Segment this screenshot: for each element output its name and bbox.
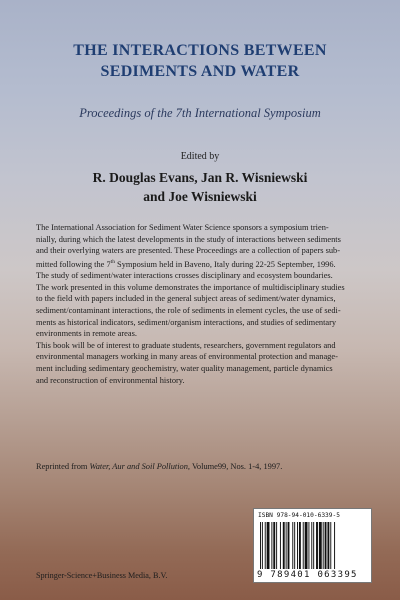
reprint-prefix: Reprinted from [36, 462, 90, 471]
body-line: The work presented in this volume demonstrates the importance of multidisciplinary studies [36, 282, 345, 292]
reprint-suffix: Volume99, Nos. 1-4, 1997. [190, 462, 283, 471]
body-line: nially, during which the latest developments in the study of interactions between sediments [36, 234, 341, 244]
editors [0, 168, 400, 206]
barcode-bars [260, 522, 364, 569]
edited-by-label: Edited by [180, 151, 220, 162]
body-line [36, 257, 358, 270]
body-line: The International Association for Sediment Water Science sponsors a symposium trien- [36, 223, 329, 232]
isbn-barcode [253, 508, 372, 583]
superscript: th [110, 258, 115, 265]
body-line: and reconstruction of environmental history. [36, 375, 185, 385]
isbn-text: ISBN 978-94-010-6339-5 [258, 512, 340, 519]
description [36, 222, 358, 386]
body-line: environmental managers working in many areas of environmental protection and manage- [36, 352, 338, 362]
title-line-1: THE INTERACTIONS BETWEEN [73, 42, 327, 59]
barcode-digits: 9 789401 063395 [257, 570, 358, 580]
body-line: ment including sedimentary geochemistry, water quality management, particle dynamics [36, 363, 333, 373]
body-line: sediment/contaminant interactions, the role of sediments in element cycles, the use of sedi- [36, 305, 341, 315]
body-line: This book will be of interest to graduate students, researchers, government regulators and [36, 340, 336, 350]
body-line: and their overlying waters are presented. These Proceedings are a collection of papers sub- [36, 246, 341, 256]
body-text: mitted following the 7 [36, 259, 111, 269]
editors-line-2: and Joe Wisniewski [143, 189, 257, 204]
editors-line-1: R. Douglas Evans, Jan R. Wisniewski [92, 170, 308, 185]
subtitle: Proceedings of the 7th International Symposium [79, 106, 321, 120]
book-title [0, 40, 400, 82]
body-line: environments in remote areas. [36, 329, 137, 339]
body-line: The study of sediment/water interactions crosses disciplinary and ecosystem boundaries. [36, 271, 333, 281]
title-line-2: SEDIMENTS AND WATER [100, 63, 300, 80]
reprint-note [36, 462, 282, 471]
publisher: Springer-Science+Business Media, B.V. [36, 571, 168, 580]
body-line: ments as historical indicators, sediment/organism interactions, and studies of sedimentary [36, 317, 337, 327]
body-text: Symposium held in Baveno, Italy during 22-25 September, 1996. [114, 259, 336, 269]
body-line: to the field with papers included in the general subject areas of sediment/water dynamics, [36, 294, 336, 304]
reprint-journal: Water, Aur and Soil Pollution, [89, 462, 191, 471]
